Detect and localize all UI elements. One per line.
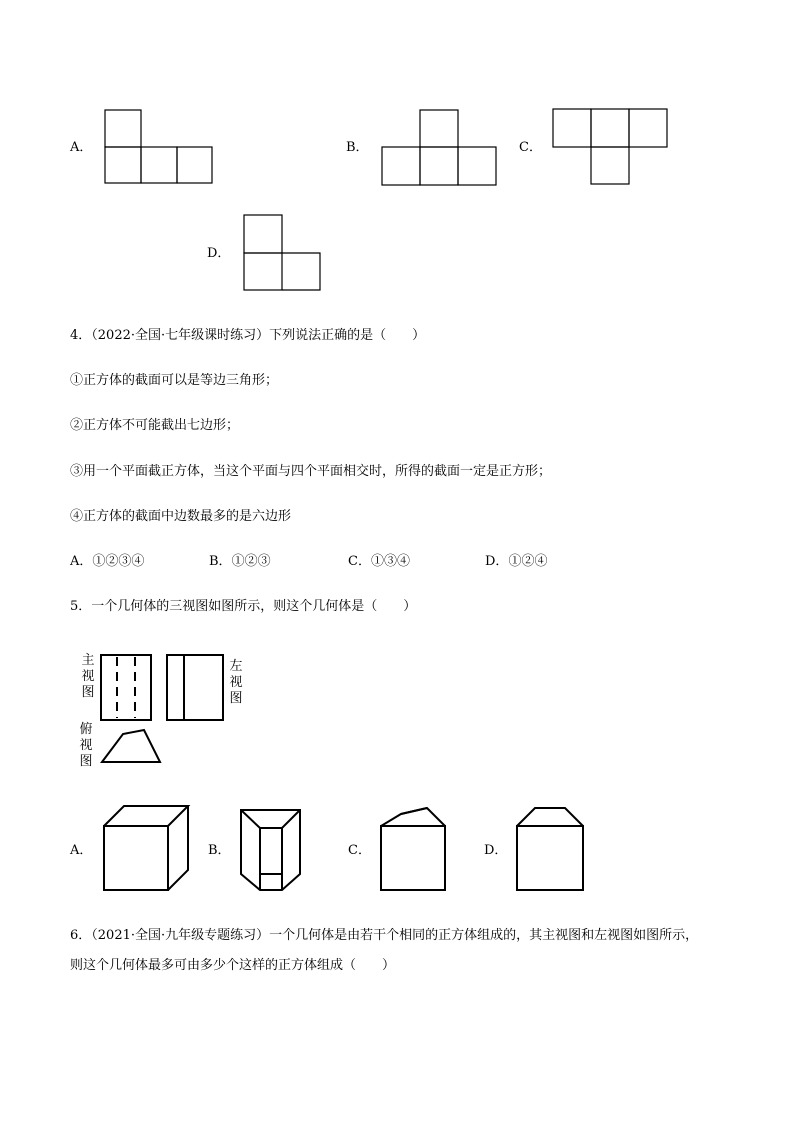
q4-statement-2: ②正方体不可能截出七边形；: [70, 418, 240, 433]
q4-option-d-letter: D．: [485, 554, 509, 569]
q4-option-a-text: ①②③④: [92, 554, 145, 569]
q3-option-d-figure: [243, 214, 323, 292]
q6-stem-line-1: 6．（2021·全国·九年级专题练习）一个几何体是由若干个相同的正方体组成的，其主视图和左视图如图所示，: [70, 928, 699, 943]
q4-statement-4: ④正方体的截面中边数最多的是六边形: [70, 509, 292, 524]
q4-option-b-text: ①②③: [231, 554, 271, 569]
q4-option-c-text: ①③④: [370, 554, 410, 569]
q5-option-b-figure: [238, 806, 304, 892]
q3-option-b-figure: [381, 109, 498, 187]
q4-option-c: [348, 553, 410, 571]
q5-option-c-figure: [378, 806, 448, 892]
q5-option-a-label: A．: [70, 843, 93, 858]
q3-option-a-figure: [104, 109, 214, 185]
q5-top-view-char-1: 俯: [79, 722, 93, 737]
q4-option-d-text: ①②④: [508, 554, 548, 569]
q5-option-a-figure: [102, 804, 190, 892]
q5-front-view-figure: [100, 654, 154, 722]
q4-statement-3: ③用一个平面截正方体，当这个平面与四个平面相交时，所得的截面一定是正方形；: [70, 464, 552, 479]
q3-option-c-label: C．: [519, 140, 542, 155]
q3-option-c-figure: [552, 108, 669, 186]
q4-option-d: [485, 553, 547, 571]
q4-statement-1: ①正方体的截面可以是等边三角形；: [70, 373, 279, 388]
q5-front-view-label: [80, 653, 96, 701]
q6-stem-line-2: 则这个几何体最多可由多少个这样的正方体组成（ ）: [70, 958, 396, 973]
q3-option-a-label: A．: [70, 140, 93, 155]
q5-left-view-label: [228, 659, 244, 707]
q4-option-a-letter: A．: [70, 554, 93, 569]
q5-left-view-char-1: 左: [229, 659, 243, 674]
q3-option-b-label: B．: [346, 140, 369, 155]
q5-left-view-figure: [166, 654, 226, 722]
q5-option-d-figure: [514, 806, 586, 892]
q4-stem: 4．（2022·全国·七年级课时练习）下列说法正确的是（ ）: [70, 328, 426, 343]
q5-option-c-label: C．: [348, 843, 371, 858]
q5-left-view-char-2: 视: [229, 675, 243, 690]
q5-top-view-char-3: 图: [79, 754, 93, 769]
q4-option-b: [209, 553, 271, 571]
q4-option-c-letter: C．: [348, 554, 371, 569]
q4-option-a: [70, 553, 144, 571]
q5-option-b-label: B．: [208, 843, 231, 858]
q5-top-view-char-2: 视: [79, 738, 93, 753]
q5-front-view-char-3: 图: [81, 685, 95, 700]
q5-option-d-label: D．: [484, 843, 508, 858]
q5-front-view-char-2: 视: [81, 669, 95, 684]
q4-option-b-letter: B．: [209, 554, 232, 569]
q5-stem: 5．一个几何体的三视图如图所示，则这个几何体是（ ）: [70, 599, 417, 614]
q5-front-view-char-1: 主: [81, 653, 95, 668]
q5-top-view-label: [78, 722, 94, 770]
q5-left-view-char-3: 图: [229, 691, 243, 706]
q5-top-view-figure: [100, 726, 164, 766]
q3-option-d-label: D．: [207, 246, 231, 261]
